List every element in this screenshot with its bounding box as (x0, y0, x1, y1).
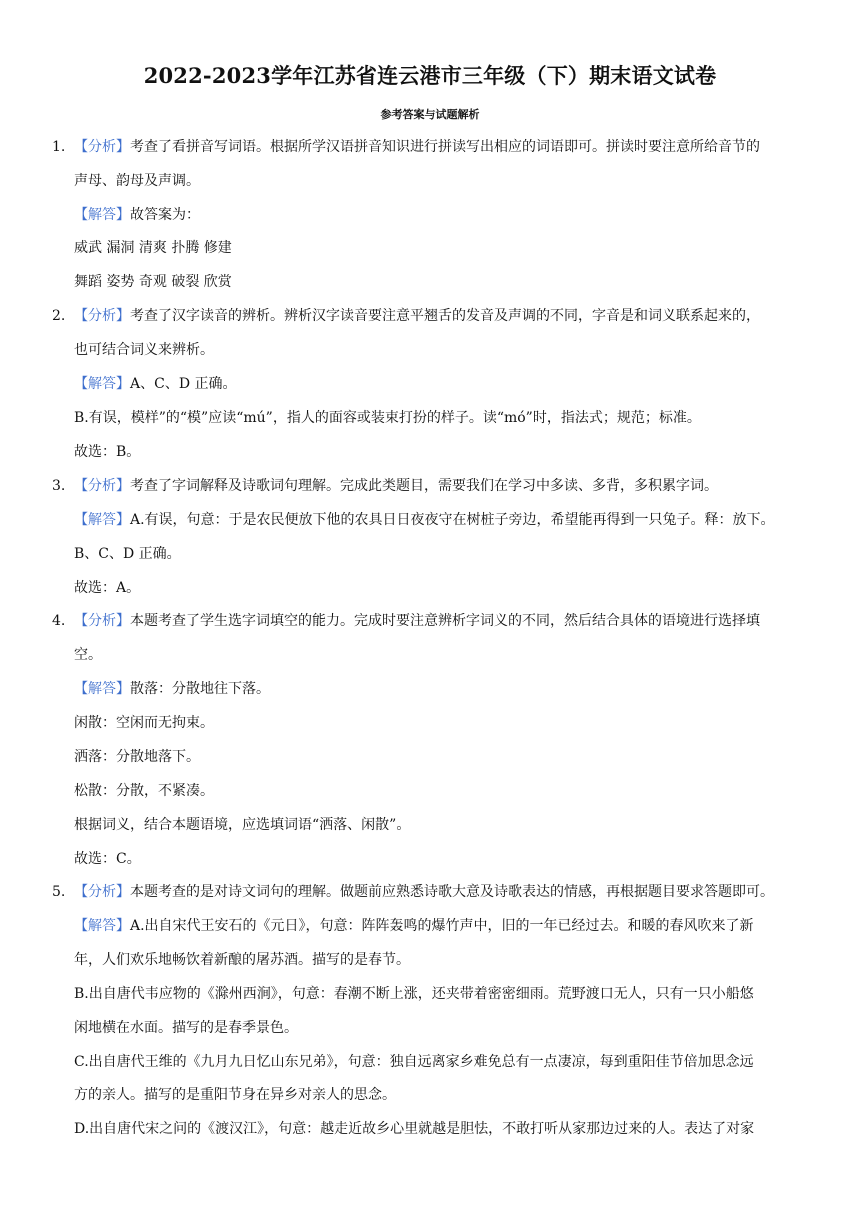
q1-analysis-text: 考查了看拼音写词语。根据所学汉语拼音知识进行拼读写出相应的词语即可。拼读时要注意所给音节的 (130, 139, 760, 155)
q4-def-saluo: 洒落：分散地落下。 (74, 749, 200, 765)
answer-tag: 【解答】 (74, 376, 130, 392)
analysis-tag: 【分析】 (74, 884, 130, 900)
q3-correct: B、C、D 正确。 (74, 546, 181, 562)
q4-answer-text: 散落：分散地往下落。 (130, 681, 270, 697)
page-title: 2022-2023学年江苏省连云港市三年级（下）期末语文试卷 (143, 63, 717, 88)
q2-choice: 故选：B。 (74, 444, 141, 460)
q1-answer-text: 故答案为： (130, 207, 200, 223)
analysis-tag: 【分析】 (74, 478, 130, 494)
analysis-tag: 【分析】 (74, 613, 130, 629)
q4-analysis-text: 本题考查了学生选字词填空的能力。完成时要注意辨析字词义的不同，然后结合具体的语境进行选择填 (130, 613, 760, 629)
q1-words-line-1: 威武 漏洞 清爽 扑腾 修建 (74, 240, 232, 256)
q5-answer-text: A.出自宋代王安石的《元日》，句意：阵阵轰鸣的爆竹声中，旧的一年已经过去。和暖的春风吹来了新 (130, 918, 754, 934)
q4-choice: 故选：C。 (74, 851, 141, 867)
q5-option-b: B.出自唐代韦应物的《滁州西涧》，句意：春潮不断上涨，还夹带着密密细雨。荒野渡口无人，只有一只小船悠 (74, 986, 754, 1002)
q1-number: 1. (52, 139, 66, 155)
q2-analysis-text-2: 也可结合词义来辨析。 (74, 342, 214, 358)
q4-number: 4. (52, 613, 66, 629)
q4-def-xiansan: 闲散：空闲而无拘束。 (74, 715, 214, 731)
q2-analysis-text: 考查了汉字读音的辨析。辨析汉字读音要注意平翘舌的发音及声调的不同，字音是和词义联系起来的， (130, 308, 760, 324)
q4-def-songsan: 松散：分散，不紧凑。 (74, 783, 214, 799)
q4-analysis-text-2: 空。 (74, 647, 102, 663)
q5-option-d: D.出自唐代宋之问的《渡汉江》，句意：越走近故乡心里就越是胆怯，不敢打听从家那边过来的人。表达了对家 (74, 1121, 755, 1137)
q5-option-b-cont: 闲地横在水面。描写的是春季景色。 (74, 1020, 298, 1036)
analysis-tag: 【分析】 (74, 139, 130, 155)
answer-tag: 【解答】 (74, 918, 130, 934)
q1-words-line-2: 舞蹈 姿势 奇观 破裂 欣赏 (74, 274, 232, 290)
q2-answer-text: A、C、D 正确。 (130, 376, 237, 392)
q5-number: 5. (52, 884, 66, 900)
q5-analysis-text: 本题考查的是对诗文词句的理解。做题前应熟悉诗歌大意及诗歌表达的情感，再根据题目要求答题即可。 (130, 884, 774, 900)
q3-number: 3. (52, 478, 66, 494)
q3-analysis-text: 考查了字词解释及诗歌词句理解。完成此类题目，需要我们在学习中多读、多背，多积累字词。 (130, 478, 718, 494)
q3-choice: 故选：A。 (74, 580, 141, 596)
page-subtitle: 参考答案与试题解析 (380, 108, 480, 121)
q4-conclusion: 根据词义，结合本题语境，应选填词语“洒落、闲散”。 (74, 817, 411, 833)
q2-number: 2. (52, 308, 66, 324)
q5-line-a: 年，人们欢乐地畅饮着新酿的屠苏酒。描写的是春节。 (74, 952, 410, 968)
q5-option-c-cont: 方的亲人。描写的是重阳节身在异乡对亲人的思念。 (74, 1087, 396, 1103)
q2-explanation: B.有误，模样”的“模”应读“mú”，指人的面容或装束打扮的样子。读“mó”时，指法式；规范；标准。 (74, 410, 701, 426)
q3-answer-text: A.有误，句意：于是农民便放下他的农具日日夜夜守在树桩子旁边，希望能再得到一只兔子。释：放下。 (130, 512, 775, 528)
answer-tag: 【解答】 (74, 512, 130, 528)
q5-option-c: C.出自唐代王维的《九月九日忆山东兄弟》，句意：独自远离家乡难免总有一点凄凉，每到重阳佳节倍加思念远 (74, 1054, 754, 1070)
answer-tag: 【解答】 (74, 681, 130, 697)
q1-analysis-text-2: 声母、韵母及声调。 (74, 173, 200, 189)
answer-tag: 【解答】 (74, 207, 130, 223)
analysis-tag: 【分析】 (74, 308, 130, 324)
